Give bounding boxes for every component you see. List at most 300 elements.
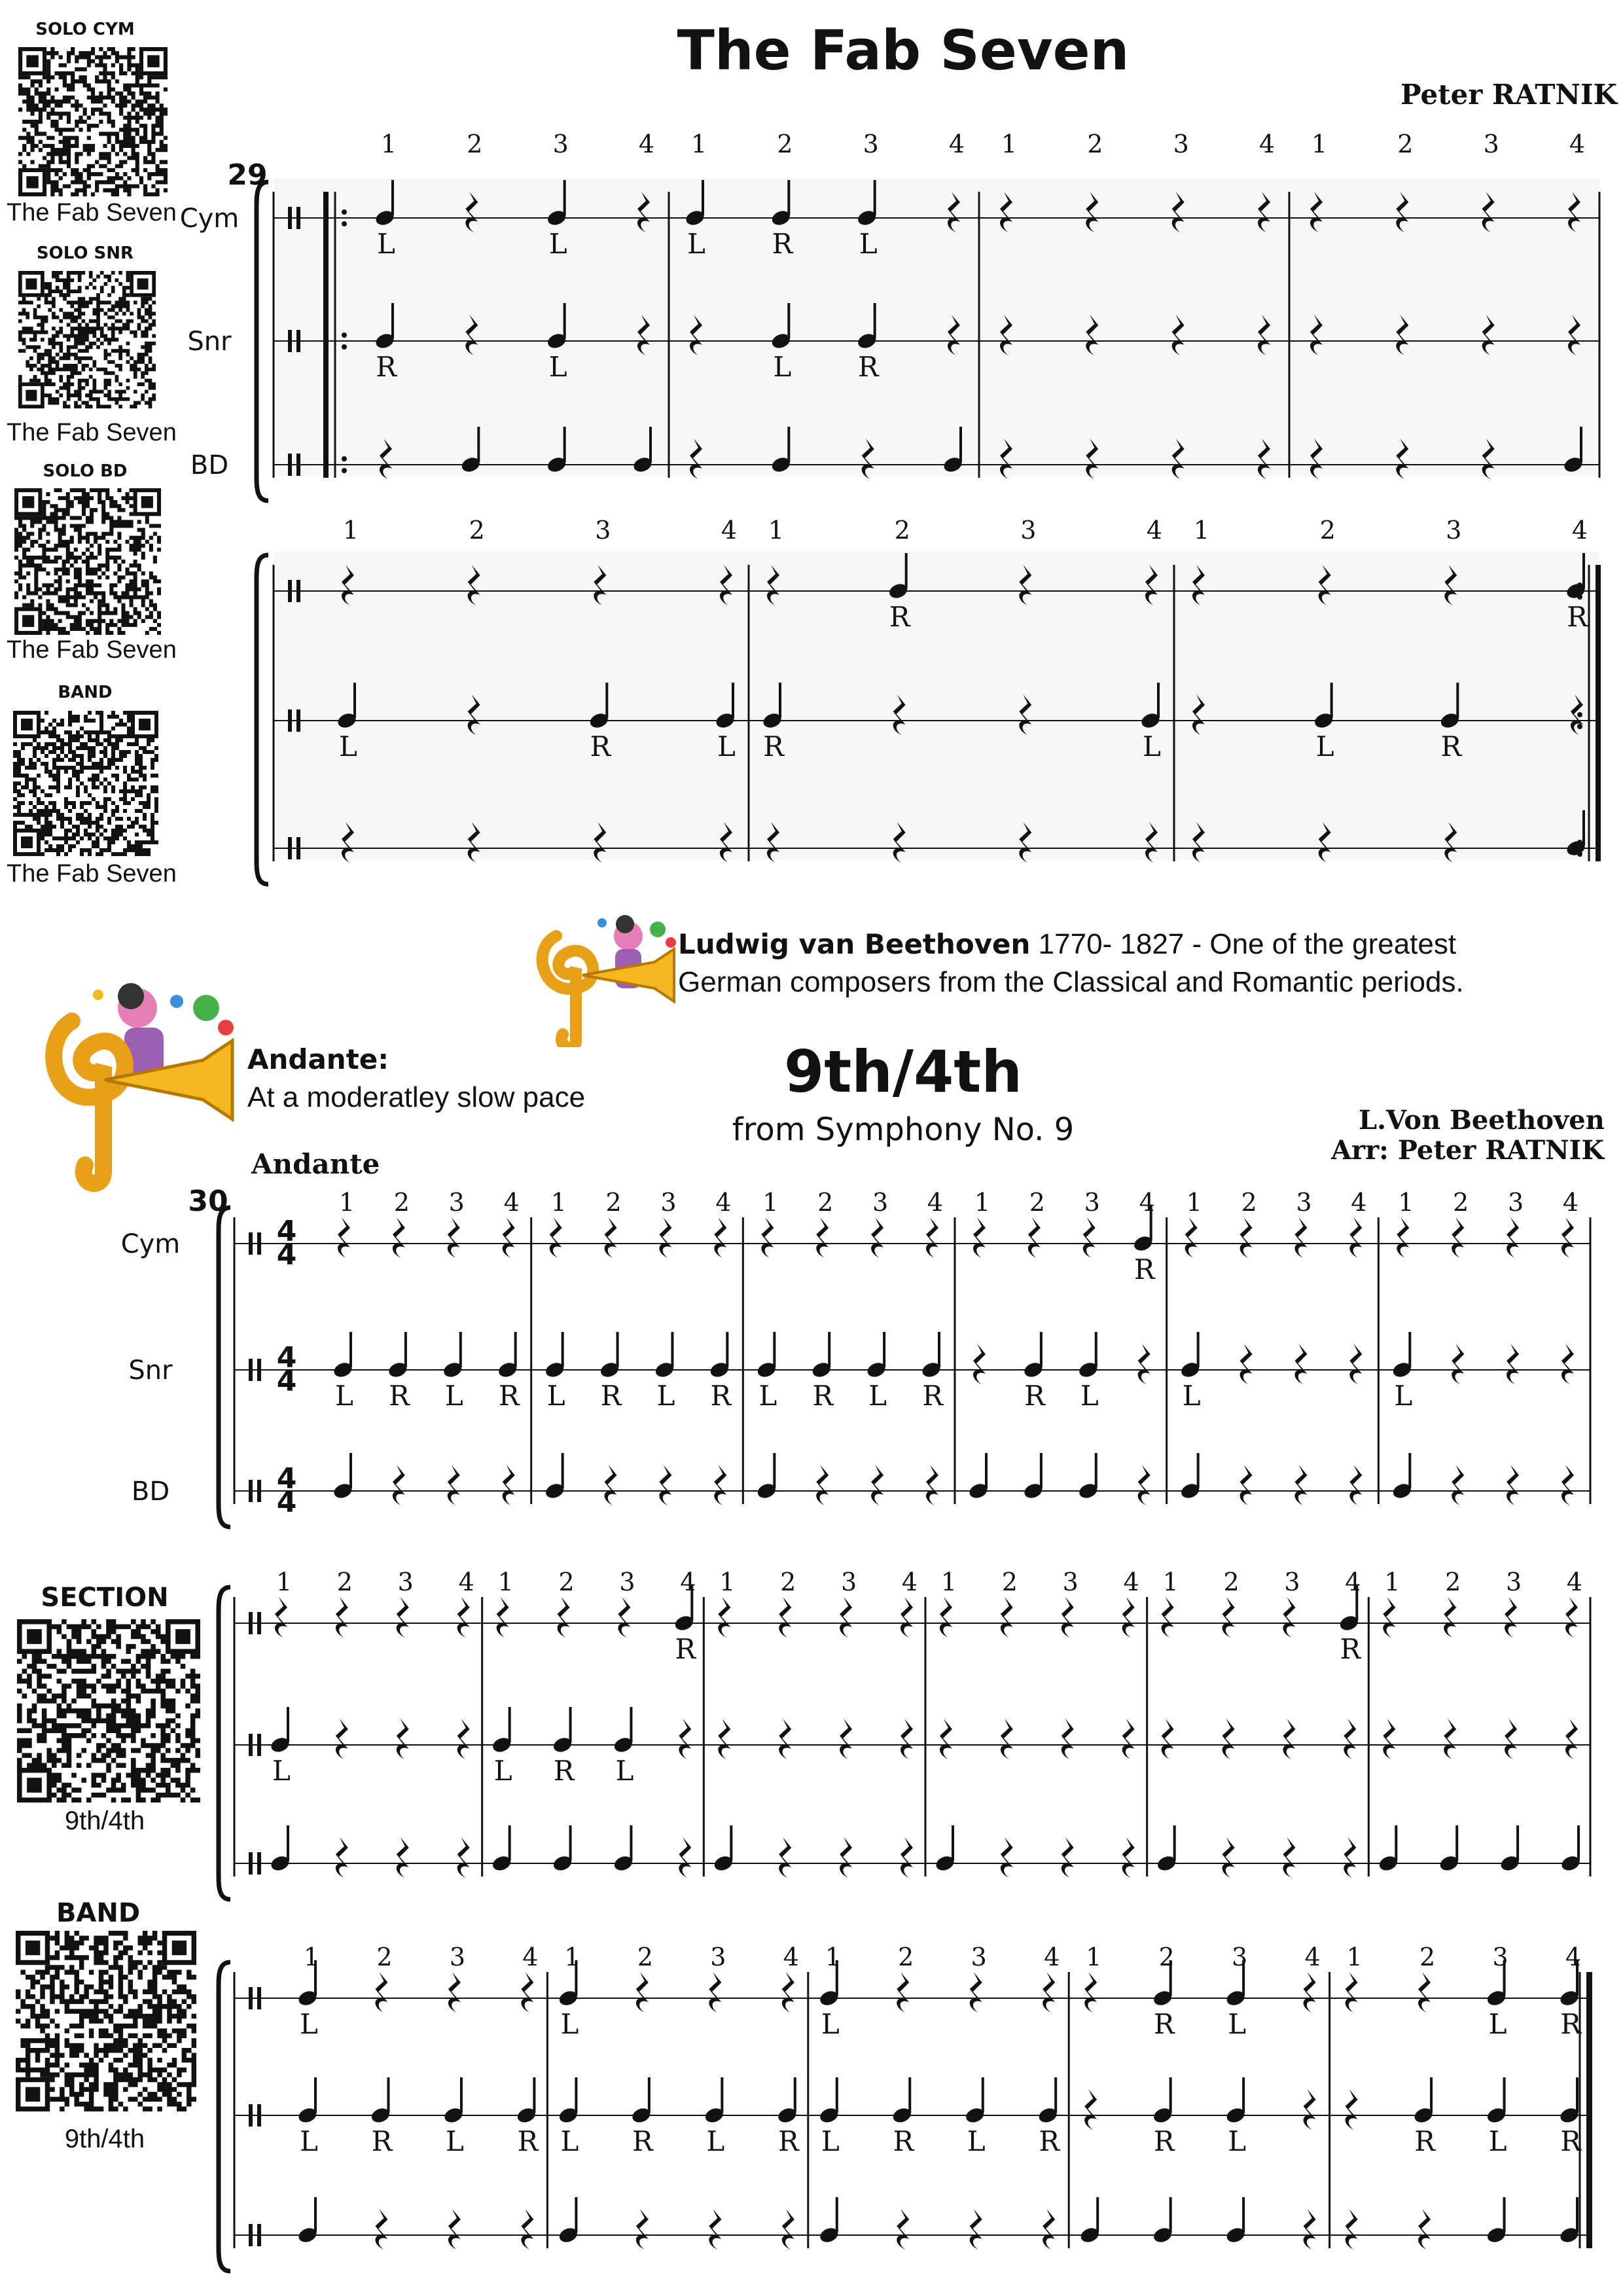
system-bracket	[219, 1208, 230, 1527]
quarter-rest	[1346, 2089, 1358, 2130]
quarter-rest	[782, 2209, 794, 2250]
quarter-rest	[1505, 1719, 1517, 1759]
beat-count: 4	[1571, 516, 1588, 545]
final-bar-thick	[1586, 1972, 1592, 2248]
quarter-rest	[970, 2209, 982, 2250]
quarter-rest	[679, 1837, 691, 1878]
beat-count: 1	[380, 130, 397, 158]
instrument-label-bd: BD	[131, 1477, 170, 1507]
quarter-rest	[1561, 1465, 1574, 1505]
quarter-rest	[448, 1465, 460, 1505]
piece2-subtitle: from Symphony No. 9	[732, 1111, 1075, 1148]
andante-term: Andante:	[247, 1043, 389, 1075]
sticking-L: L	[560, 2125, 579, 2157]
beat-count: 2	[637, 1943, 653, 1971]
sticking-L: L	[546, 1380, 565, 1412]
beat-count: 3	[841, 1568, 857, 1596]
quarter-rest	[521, 1972, 533, 2013]
beat-count: 4	[458, 1568, 474, 1596]
quarter-rest	[1561, 1344, 1574, 1384]
time-signature-numerator: 4	[276, 1215, 297, 1248]
beat-count: 3	[971, 1943, 987, 1971]
beat-count: 2	[780, 1568, 796, 1596]
sticking-L: L	[1228, 2125, 1247, 2157]
beat-count: 4	[638, 130, 655, 158]
quarter-rest	[1397, 1217, 1409, 1258]
time-signature-denominator: 4	[276, 1365, 297, 1398]
beat-count: 1	[1001, 130, 1018, 158]
quarter-rest	[970, 1972, 982, 2013]
beat-count: 3	[1284, 1568, 1300, 1596]
percussion-clef	[257, 1612, 261, 1634]
quarter-rest	[448, 2209, 461, 2250]
quarter-rest	[1084, 2089, 1097, 2130]
sticking-R: R	[600, 1380, 622, 1412]
qr-heading-solo-bd: SOLO BD	[43, 461, 128, 481]
quarter-rest	[1001, 1837, 1013, 1878]
beat-count: 2	[605, 1188, 622, 1217]
time-signature-numerator: 4	[276, 1462, 297, 1496]
percussion-clef	[257, 2104, 261, 2126]
quarter-rest	[457, 1597, 470, 1638]
quarter-rest	[1283, 1597, 1295, 1638]
qr-heading-solo-cym: SOLO CYM	[35, 20, 135, 39]
quarter-rest	[1507, 1217, 1519, 1258]
beat-count: 4	[783, 1943, 799, 1971]
percussion-clef	[257, 1480, 261, 1502]
percussion-clef	[296, 330, 300, 352]
quarter-rest	[1001, 1597, 1013, 1638]
sticking-R: R	[553, 1755, 575, 1787]
beat-count: 3	[449, 1943, 466, 1971]
repeat-dot	[1577, 712, 1582, 717]
quarter-rest	[718, 1597, 730, 1638]
beat-count: 3	[863, 130, 879, 158]
quarter-rest	[901, 1597, 913, 1638]
quarter-rest	[1346, 2209, 1358, 2250]
beat-count: 2	[1241, 1188, 1257, 1217]
repeat-bar-thick	[1596, 565, 1601, 861]
beat-count: 3	[872, 1188, 889, 1217]
instrument-label-cym: Cym	[120, 1229, 181, 1259]
quarter-rest	[1083, 1217, 1096, 1258]
quarter-rest	[1061, 1597, 1074, 1638]
beat-count: 2	[1445, 1568, 1461, 1596]
quarter-rest	[840, 1719, 852, 1759]
quarter-rest	[336, 1719, 348, 1759]
sticking-L: L	[1394, 1380, 1413, 1412]
quarter-rest	[1240, 1465, 1253, 1505]
beat-count: 1	[690, 130, 707, 158]
quarter-rest	[1561, 1217, 1574, 1258]
quarter-rest	[1283, 1837, 1295, 1878]
beat-count: 4	[1146, 516, 1163, 545]
beat-count: 3	[1483, 130, 1499, 158]
beat-count: 3	[1296, 1188, 1312, 1217]
percussion-clef	[288, 330, 292, 352]
quarter-rest	[605, 1465, 617, 1505]
sticking-R: R	[772, 228, 793, 260]
beat-count: 2	[1453, 1188, 1469, 1217]
percussion-clef	[257, 1232, 261, 1255]
sticking-L: L	[615, 1755, 634, 1787]
quarter-rest	[375, 1972, 387, 2013]
sticking-R: R	[1133, 1253, 1155, 1285]
quarter-rest	[709, 2209, 721, 2250]
sticking-L: L	[548, 228, 567, 260]
tempo-marking: Andante	[251, 1148, 380, 1180]
beat-count: 3	[619, 1568, 635, 1596]
beat-count: 1	[1162, 1568, 1179, 1596]
sticking-L: L	[1182, 1380, 1201, 1412]
beat-count: 3	[1173, 130, 1189, 158]
quarter-rest	[1349, 1217, 1362, 1258]
quarter-rest	[1452, 1465, 1464, 1505]
beat-count: 2	[898, 1943, 914, 1971]
quarter-rest	[497, 1597, 509, 1638]
quarter-rest	[1222, 1597, 1235, 1638]
quarter-rest	[1452, 1217, 1464, 1258]
percussion-clef	[249, 1359, 253, 1381]
quarter-rest	[1294, 1217, 1307, 1258]
qr-label-solo-cym: The Fab Seven	[7, 199, 177, 226]
beat-count: 4	[1139, 1188, 1155, 1217]
quarter-rest	[1122, 1597, 1135, 1638]
beat-count: 4	[1304, 1943, 1321, 1971]
sticking-L: L	[300, 2125, 318, 2157]
beat-count: 1	[825, 1943, 841, 1971]
sticking-R: R	[675, 1633, 696, 1665]
sticking-L: L	[493, 1755, 512, 1787]
sticking-L: L	[335, 1380, 353, 1412]
quarter-rest	[1061, 1837, 1074, 1878]
beat-count: 2	[1087, 130, 1103, 158]
quarter-rest	[1349, 1344, 1362, 1384]
quarter-rest	[901, 1837, 913, 1878]
quarter-rest	[1162, 1597, 1174, 1638]
sticking-R: R	[922, 1380, 943, 1412]
quarter-rest	[1240, 1217, 1253, 1258]
quarter-rest	[1162, 1719, 1174, 1759]
quarter-rest	[336, 1597, 348, 1638]
quarter-rest	[1349, 1465, 1362, 1505]
qr-heading-solo-snr: SOLO SNR	[36, 243, 134, 263]
beat-count: 3	[710, 1943, 726, 1971]
quarter-rest	[897, 2209, 909, 2250]
quarter-rest	[659, 1217, 671, 1258]
beat-count: 2	[393, 1188, 410, 1217]
percussion-clef	[296, 709, 300, 732]
beat-count: 4	[901, 1568, 918, 1596]
beethoven-description: German composers from the Classical and Romantic periods.	[678, 966, 1464, 998]
percussion-clef	[296, 580, 300, 602]
repeat-dot	[1577, 852, 1582, 857]
qr-label-solo-snr: The Fab Seven	[7, 419, 177, 446]
quarter-rest	[1344, 1719, 1356, 1759]
quarter-rest	[336, 1837, 348, 1878]
quarter-rest	[840, 1837, 852, 1878]
sticking-R: R	[498, 1380, 520, 1412]
sticking-R: R	[889, 601, 910, 633]
beat-count: 4	[1562, 1188, 1579, 1217]
quarter-rest	[397, 1719, 409, 1759]
quarter-rest	[897, 1972, 909, 2013]
percussion-clef	[257, 2224, 261, 2246]
beat-count: 4	[1123, 1568, 1139, 1596]
percussion-clef	[249, 2104, 253, 2126]
andante-meaning: At a moderatley slow pace	[247, 1081, 586, 1113]
sticking-R: R	[857, 351, 879, 383]
percussion-clef	[249, 1734, 253, 1756]
beat-count: 4	[1044, 1943, 1060, 1971]
measure-number: 30	[188, 1185, 228, 1218]
sticking-R: R	[1039, 2125, 1060, 2157]
system-bracket	[219, 1962, 230, 2271]
sticking-R: R	[812, 1380, 834, 1412]
beat-count: 3	[1492, 1943, 1508, 1971]
sticking-L: L	[548, 351, 567, 383]
beat-count: 1	[342, 516, 359, 545]
quarter-rest	[816, 1465, 829, 1505]
sticking-L: L	[1488, 2008, 1507, 2040]
sticking-R: R	[893, 2125, 914, 2157]
quarter-rest	[1294, 1465, 1307, 1505]
quarter-rest	[1383, 1719, 1395, 1759]
percussion-clef	[296, 454, 300, 476]
quarter-rest	[1185, 1217, 1198, 1258]
quarter-rest	[1507, 1344, 1519, 1384]
beat-count: 4	[1351, 1188, 1367, 1217]
sticking-L: L	[821, 2125, 840, 2157]
quarter-rest	[1084, 1972, 1097, 2013]
quarter-rest	[926, 1465, 938, 1505]
sticking-L: L	[687, 228, 705, 260]
beat-count: 2	[1319, 516, 1336, 545]
sticking-L: L	[1488, 2125, 1507, 2157]
beat-count: 3	[1508, 1188, 1524, 1217]
quarter-rest	[503, 1465, 515, 1505]
sticking-R: R	[1440, 730, 1462, 762]
quarter-rest	[618, 1597, 630, 1638]
beat-count: 2	[1397, 130, 1414, 158]
beat-count: 4	[1565, 1943, 1582, 1971]
sticking-L: L	[300, 2008, 318, 2040]
sticking-L: L	[967, 2125, 986, 2157]
quarter-rest	[1240, 1344, 1253, 1384]
quarter-rest	[709, 1972, 721, 2013]
beat-count: 1	[338, 1188, 355, 1217]
beat-count: 3	[660, 1188, 677, 1217]
quarter-rest	[901, 1719, 913, 1759]
sticking-L: L	[377, 228, 395, 260]
quarter-rest	[840, 1597, 852, 1638]
beat-count: 1	[1398, 1188, 1414, 1217]
repeat-dot	[342, 468, 347, 473]
quarter-rest	[718, 1719, 730, 1759]
quarter-rest	[1283, 1719, 1295, 1759]
time-signature-denominator: 4	[276, 1486, 297, 1519]
beat-count: 2	[336, 1568, 353, 1596]
sticking-R: R	[632, 2125, 653, 2157]
quarter-rest	[1444, 1597, 1456, 1638]
beat-count: 1	[1186, 1188, 1202, 1217]
percussion-clef	[249, 1852, 253, 1874]
percussion-clef	[257, 1987, 261, 2009]
percussion-clef	[288, 207, 292, 229]
system-bracket	[219, 1587, 230, 1899]
beat-count: 2	[1029, 1188, 1045, 1217]
beat-count: 4	[1566, 1568, 1583, 1596]
qr-heading-band-1: BAND	[58, 683, 113, 702]
qr-label-band-1: The Fab Seven	[7, 860, 177, 888]
quarter-rest	[779, 1597, 791, 1638]
sticking-L: L	[868, 1380, 887, 1412]
quarter-rest	[457, 1719, 470, 1759]
percussion-clef	[288, 709, 292, 732]
repeat-dot	[342, 344, 347, 350]
piece2-composer: L.Von Beethoven	[1359, 1105, 1605, 1136]
beat-count: 4	[721, 516, 738, 545]
beat-count: 3	[1446, 516, 1462, 545]
quarter-rest	[375, 2209, 387, 2250]
quarter-rest	[1222, 1837, 1235, 1878]
repeat-dot	[342, 456, 347, 461]
qr-label-band-2: 9th/4th	[64, 2125, 145, 2153]
time-signature-numerator: 4	[276, 1341, 297, 1374]
beat-count: 3	[1062, 1568, 1079, 1596]
quarter-rest	[779, 1719, 791, 1759]
beat-count: 4	[522, 1943, 539, 1971]
instrument-label-snr: Snr	[128, 1355, 173, 1386]
beat-count: 1	[303, 1943, 320, 1971]
beat-count: 2	[558, 1568, 575, 1596]
quarter-rest	[1138, 1344, 1150, 1384]
beat-count: 1	[550, 1188, 567, 1217]
sticking-R: R	[371, 2125, 393, 2157]
quarter-rest	[1043, 1972, 1055, 2013]
quarter-rest	[397, 1597, 409, 1638]
sticking-R: R	[777, 2125, 799, 2157]
sticking-L: L	[859, 228, 878, 260]
beat-count: 2	[1001, 1568, 1018, 1596]
quarter-rest	[1061, 1719, 1074, 1759]
quarter-rest	[1418, 2209, 1431, 2250]
percussion-clef	[288, 454, 292, 476]
quarter-rest	[659, 1465, 671, 1505]
percussion-clef	[257, 1852, 261, 1874]
beat-count: 3	[397, 1568, 414, 1596]
beat-count: 1	[974, 1188, 991, 1217]
beat-count: 3	[1084, 1188, 1100, 1217]
sticking-R: R	[517, 2125, 539, 2157]
sticking-R: R	[1414, 2125, 1435, 2157]
sticking-R: R	[1560, 2008, 1581, 2040]
qr-label-section: 9th/4th	[64, 1806, 145, 1835]
beat-count: 2	[1158, 1943, 1175, 1971]
quarter-rest	[636, 1972, 649, 2013]
sticking-R: R	[1340, 1633, 1361, 1665]
repeat-dot	[1577, 583, 1582, 588]
beat-count: 4	[1345, 1568, 1361, 1596]
quarter-rest	[973, 1344, 986, 1384]
quarter-rest	[1222, 1719, 1235, 1759]
beat-count: 4	[1258, 130, 1275, 158]
beat-count: 4	[680, 1568, 696, 1596]
beat-count: 3	[448, 1188, 465, 1217]
beat-count: 1	[1086, 1943, 1102, 1971]
beat-count: 3	[595, 516, 611, 545]
quarter-rest	[871, 1217, 883, 1258]
quarter-rest	[1383, 1597, 1395, 1638]
quarter-rest	[457, 1837, 470, 1878]
beat-count: 4	[715, 1188, 732, 1217]
percussion-clef	[249, 1480, 253, 1502]
repeat-dot	[1577, 594, 1582, 600]
repeat-dot	[1577, 840, 1582, 845]
quarter-rest	[782, 1972, 794, 2013]
beat-count: 2	[376, 1943, 393, 1971]
quarter-rest	[871, 1465, 883, 1505]
beat-count: 4	[927, 1188, 944, 1217]
beat-count: 1	[768, 516, 785, 545]
sticking-R: R	[1024, 1380, 1045, 1412]
piece2-title: 9th/4th	[783, 1038, 1023, 1105]
beat-count: 1	[762, 1188, 779, 1217]
sticking-R: R	[1153, 2125, 1175, 2157]
beat-count: 1	[276, 1568, 293, 1596]
piece2-arranger: Arr: Peter RATNIK	[1331, 1135, 1605, 1166]
beat-count: 4	[503, 1188, 520, 1217]
beat-count: 3	[552, 130, 569, 158]
beat-count: 2	[817, 1188, 834, 1217]
system-bracket	[257, 182, 268, 501]
sticking-L: L	[444, 1380, 463, 1412]
sticking-L: L	[656, 1380, 675, 1412]
sticking-L: L	[821, 2008, 840, 2040]
quarter-rest	[761, 1217, 774, 1258]
beat-count: 1	[940, 1568, 957, 1596]
repeat-dot	[342, 221, 347, 226]
sticking-R: R	[763, 730, 784, 762]
quarter-rest	[940, 1597, 952, 1638]
quarter-rest	[558, 1597, 570, 1638]
beat-count: 3	[1020, 516, 1037, 545]
beat-count: 1	[719, 1568, 736, 1596]
quarter-rest	[1452, 1344, 1464, 1384]
quarter-rest	[1418, 1972, 1431, 2013]
percussion-clef	[249, 2224, 253, 2246]
quarter-rest	[1138, 1465, 1150, 1505]
beat-count: 2	[469, 516, 485, 545]
system-bracket	[257, 555, 268, 884]
quarter-rest	[1565, 1719, 1578, 1759]
beethoven-name: Ludwig van Beethoven	[678, 928, 1031, 960]
beat-count: 2	[1419, 1943, 1436, 1971]
beat-count: 4	[1569, 130, 1586, 158]
percussion-clef	[249, 1987, 253, 2009]
percussion-clef	[257, 1734, 261, 1756]
qr-label-solo-bd: The Fab Seven	[7, 636, 177, 664]
quarter-rest	[1344, 1837, 1356, 1878]
quarter-rest	[275, 1597, 287, 1638]
quarter-rest	[779, 1837, 791, 1878]
time-signature-denominator: 4	[276, 1238, 297, 1272]
quarter-rest	[1304, 1972, 1316, 2013]
sticking-R: R	[710, 1380, 732, 1412]
quarter-rest	[448, 1972, 461, 2013]
quarter-rest	[1001, 1719, 1013, 1759]
quarter-rest	[940, 1719, 952, 1759]
